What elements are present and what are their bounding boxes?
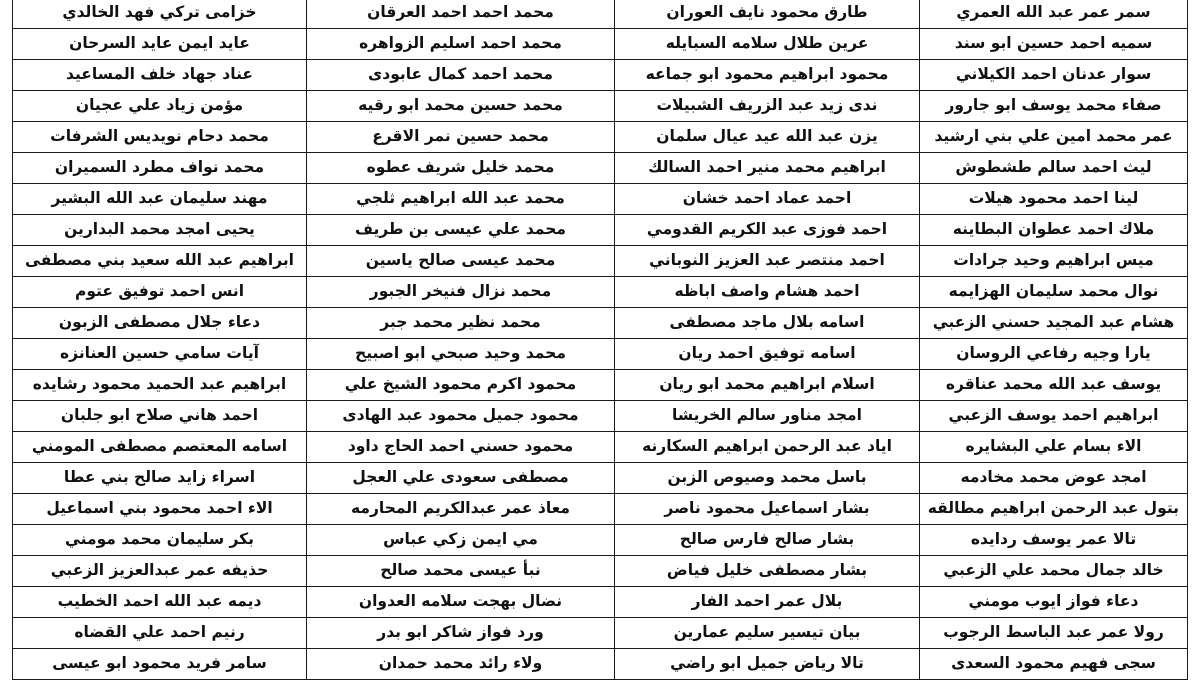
table-row bbox=[13, 463, 1188, 494]
name-cell: يارا وجيه رفاعي الروسان bbox=[920, 339, 1188, 370]
name-cell: سامر فريد محمود ابو عيسى bbox=[13, 649, 307, 680]
name-cell: ميس ابراهيم وحيد جرادات bbox=[920, 246, 1188, 277]
table-row bbox=[13, 91, 1188, 122]
name-cell: اياد عبد الرحمن ابراهيم السكارنه bbox=[615, 432, 920, 463]
name-cell: يوسف عبد الله محمد عناقره bbox=[920, 370, 1188, 401]
table-row bbox=[13, 370, 1188, 401]
names-table-body bbox=[13, 0, 1188, 680]
name-cell: سوار عدنان احمد الكيلاني bbox=[920, 60, 1188, 91]
name-cell: محمود حسني احمد الحاج داود bbox=[307, 432, 615, 463]
name-cell: صفاء محمد يوسف ابو جارور bbox=[920, 91, 1188, 122]
table-row bbox=[13, 432, 1188, 463]
name-cell: نوال محمد سليمان الهزايمه bbox=[920, 277, 1188, 308]
name-cell: ديمه عبد الله احمد الخطيب bbox=[13, 587, 307, 618]
name-cell: ندى زيد عبد الزريف الشبيلات bbox=[615, 91, 920, 122]
name-cell: عناد جهاد خلف المساعيد bbox=[13, 60, 307, 91]
names-table bbox=[12, 0, 1188, 680]
name-cell: احمد عماد احمد خشان bbox=[615, 184, 920, 215]
name-cell: محمد حسين نمر الاقرع bbox=[307, 122, 615, 153]
name-cell: محمد علي عيسى بن طريف bbox=[307, 215, 615, 246]
name-cell: محمد حسين محمد ابو رقيه bbox=[307, 91, 615, 122]
name-cell: نضال بهجت سلامه العدوان bbox=[307, 587, 615, 618]
name-cell: بشار مصطفى خليل فياض bbox=[615, 556, 920, 587]
name-cell: محمد نظير محمد جبر bbox=[307, 308, 615, 339]
name-cell: محمد احمد كمال عابودى bbox=[307, 60, 615, 91]
name-cell: يحيى امجد محمد البدارين bbox=[13, 215, 307, 246]
name-cell: اسراء زايد صالح بني عطا bbox=[13, 463, 307, 494]
name-cell: سجى فهيم محمود السعدى bbox=[920, 649, 1188, 680]
name-cell: يزن عبد الله عيد عيال سلمان bbox=[615, 122, 920, 153]
name-cell: محمد عيسى صالح ياسين bbox=[307, 246, 615, 277]
name-cell: احمد هاني صلاح ابو جلبان bbox=[13, 401, 307, 432]
name-cell: بشار صالح فارس صالح bbox=[615, 525, 920, 556]
table-row bbox=[13, 401, 1188, 432]
name-cell: اسامه بلال ماجد مصطفى bbox=[615, 308, 920, 339]
name-cell: انس احمد توفيق عتوم bbox=[13, 277, 307, 308]
name-cell: محمد وحيد صبحي ابو اصبيح bbox=[307, 339, 615, 370]
name-cell: حذيفه عمر عبدالعزيز الزعبي bbox=[13, 556, 307, 587]
name-cell: امجد مناور سالم الخريشا bbox=[615, 401, 920, 432]
name-cell: طارق محمود نايف العوران bbox=[615, 0, 920, 29]
name-cell: ابراهيم عبد الحميد محمود رشايده bbox=[13, 370, 307, 401]
name-cell: ورد فواز شاكر ابو بدر bbox=[307, 618, 615, 649]
table-row bbox=[13, 153, 1188, 184]
table-row bbox=[13, 215, 1188, 246]
name-cell: هشام عبد المجيد حسني الزعبي bbox=[920, 308, 1188, 339]
name-cell: محمود ابراهيم محمود ابو جماعه bbox=[615, 60, 920, 91]
name-cell: سميه احمد حسين ابو سند bbox=[920, 29, 1188, 60]
name-cell: مهند سليمان عبد الله البشير bbox=[13, 184, 307, 215]
table-row bbox=[13, 308, 1188, 339]
name-cell: الاء بسام علي البشايره bbox=[920, 432, 1188, 463]
name-cell: مي ايمن زكي عباس bbox=[307, 525, 615, 556]
table-row bbox=[13, 29, 1188, 60]
table-row bbox=[13, 525, 1188, 556]
name-cell: احمد فوزى عبد الكريم القدومي bbox=[615, 215, 920, 246]
name-cell: محمد نواف مطرد السميران bbox=[13, 153, 307, 184]
name-cell: محمود اكرم محمود الشيخ علي bbox=[307, 370, 615, 401]
name-cell: اسامه المعتصم مصطفى المومني bbox=[13, 432, 307, 463]
name-cell: بيان تيسير سليم عمارين bbox=[615, 618, 920, 649]
name-cell: بشار اسماعيل محمود ناصر bbox=[615, 494, 920, 525]
name-cell: محمد احمد احمد العرقان bbox=[307, 0, 615, 29]
name-cell: تالا عمر يوسف ردايده bbox=[920, 525, 1188, 556]
table-row bbox=[13, 587, 1188, 618]
name-cell: محمد دحام نويديس الشرفات bbox=[13, 122, 307, 153]
name-cell: محمد نزال فنيخر الجبور bbox=[307, 277, 615, 308]
name-cell: رولا عمر عبد الباسط الرجوب bbox=[920, 618, 1188, 649]
name-cell: خالد جمال محمد علي الزعبي bbox=[920, 556, 1188, 587]
name-cell: مصطفى سعودى علي العجل bbox=[307, 463, 615, 494]
name-cell: ابراهيم عبد الله سعيد بني مصطفى bbox=[13, 246, 307, 277]
table-row bbox=[13, 494, 1188, 525]
name-cell: ابراهيم احمد يوسف الزعبي bbox=[920, 401, 1188, 432]
name-cell: رنيم احمد علي القضاه bbox=[13, 618, 307, 649]
name-cell: لينا احمد محمود هيلات bbox=[920, 184, 1188, 215]
table-row bbox=[13, 649, 1188, 680]
name-cell: بكر سليمان محمد مومني bbox=[13, 525, 307, 556]
name-cell: ابراهيم محمد منير احمد السالك bbox=[615, 153, 920, 184]
name-cell: محمود جميل محمود عبد الهادى bbox=[307, 401, 615, 432]
name-cell: ولاء رائد محمد حمدان bbox=[307, 649, 615, 680]
table-row bbox=[13, 277, 1188, 308]
table-row bbox=[13, 556, 1188, 587]
name-cell: بلال عمر احمد الفار bbox=[615, 587, 920, 618]
name-cell: عرين طلال سلامه السبايله bbox=[615, 29, 920, 60]
table-row bbox=[13, 246, 1188, 277]
table-row bbox=[13, 339, 1188, 370]
name-cell: نبأ عيسى محمد صالح bbox=[307, 556, 615, 587]
table-row bbox=[13, 122, 1188, 153]
name-cell: محمد خليل شريف عطوه bbox=[307, 153, 615, 184]
name-cell: دعاء فواز ايوب مومني bbox=[920, 587, 1188, 618]
name-cell: الاء احمد محمود بني اسماعيل bbox=[13, 494, 307, 525]
name-cell: بتول عبد الرحمن ابراهيم مطالقه bbox=[920, 494, 1188, 525]
name-cell: اسامه توفيق احمد ريان bbox=[615, 339, 920, 370]
name-cell: ليث احمد سالم طشطوش bbox=[920, 153, 1188, 184]
table-row bbox=[13, 184, 1188, 215]
name-cell: اسلام ابراهيم محمد ابو ريان bbox=[615, 370, 920, 401]
name-cell: دعاء جلال مصطفى الزبون bbox=[13, 308, 307, 339]
name-cell: باسل محمد وصيوص الزبن bbox=[615, 463, 920, 494]
name-cell: احمد منتصر عبد العزيز النوباني bbox=[615, 246, 920, 277]
table-row bbox=[13, 60, 1188, 91]
name-cell: معاذ عمر عبدالكريم المحارمه bbox=[307, 494, 615, 525]
name-cell: سمر عمر عبد الله العمري bbox=[920, 0, 1188, 29]
name-cell: عمر محمد امين علي بني ارشيد bbox=[920, 122, 1188, 153]
name-cell: محمد احمد اسليم الزواهره bbox=[307, 29, 615, 60]
name-cell: محمد عبد الله ابراهيم ثلجي bbox=[307, 184, 615, 215]
table-row bbox=[13, 0, 1188, 29]
name-cell: امجد عوض محمد مخادمه bbox=[920, 463, 1188, 494]
name-cell: تالا رياض جميل ابو راضي bbox=[615, 649, 920, 680]
name-cell: مؤمن زياد علي عجيان bbox=[13, 91, 307, 122]
name-cell: عايد ايمن عايد السرحان bbox=[13, 29, 307, 60]
table-row bbox=[13, 618, 1188, 649]
name-cell: احمد هشام واصف اباظه bbox=[615, 277, 920, 308]
name-cell: خزامى تركي فهد الخالدي bbox=[13, 0, 307, 29]
name-cell: ملاك احمد عطوان البطاينه bbox=[920, 215, 1188, 246]
name-cell: آيات سامي حسين العنانزه bbox=[13, 339, 307, 370]
